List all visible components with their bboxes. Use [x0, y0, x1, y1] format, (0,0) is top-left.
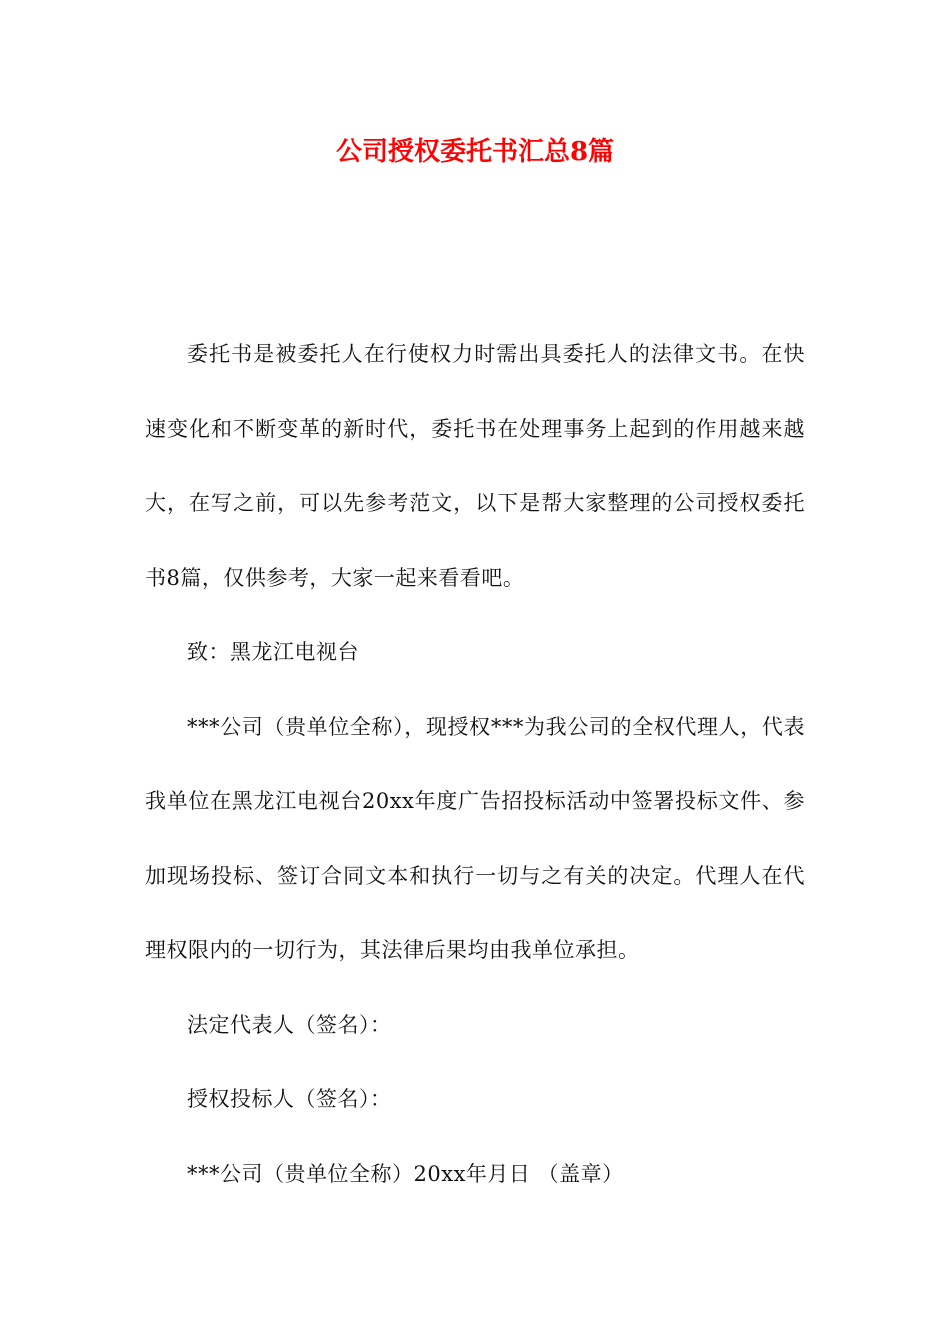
- document-title: 公司授权委托书汇总8篇: [335, 137, 615, 167]
- legal-representative-signature-line: 法定代表人（签名）：: [187, 1012, 392, 1037]
- company-date-seal-line: ***公司（贵单位全称）20xx年月日 （盖章）: [187, 1161, 624, 1186]
- recipient-line: 致：黑龙江电视台: [187, 640, 359, 664]
- document-body: [145, 317, 805, 1211]
- authorization-paragraph: ***公司（贵单位全称），现授权***为我公司的全权代理人，代表我单位在黑龙江电视台20xx年度广告招投标活动中签署投标文件、参加现场投标、签订合同文本和执行一切与之有关的决定。代理人在代理权限内的一切行为，其法律后果均由我单位承担。: [145, 714, 805, 962]
- intro-paragraph: 委托书是被委托人在行使权力时需出具委托人的法律文书。在快速变化和不断变革的新时代，委托书在处理事务上起到的作用越来越大，在写之前，可以先参考范文，以下是帮大家整理的公司授权委托书8篇，仅供参考，大家一起来看看吧。: [145, 342, 805, 590]
- authorized-bidder-signature-line: 授权投标人（签名）：: [187, 1087, 392, 1111]
